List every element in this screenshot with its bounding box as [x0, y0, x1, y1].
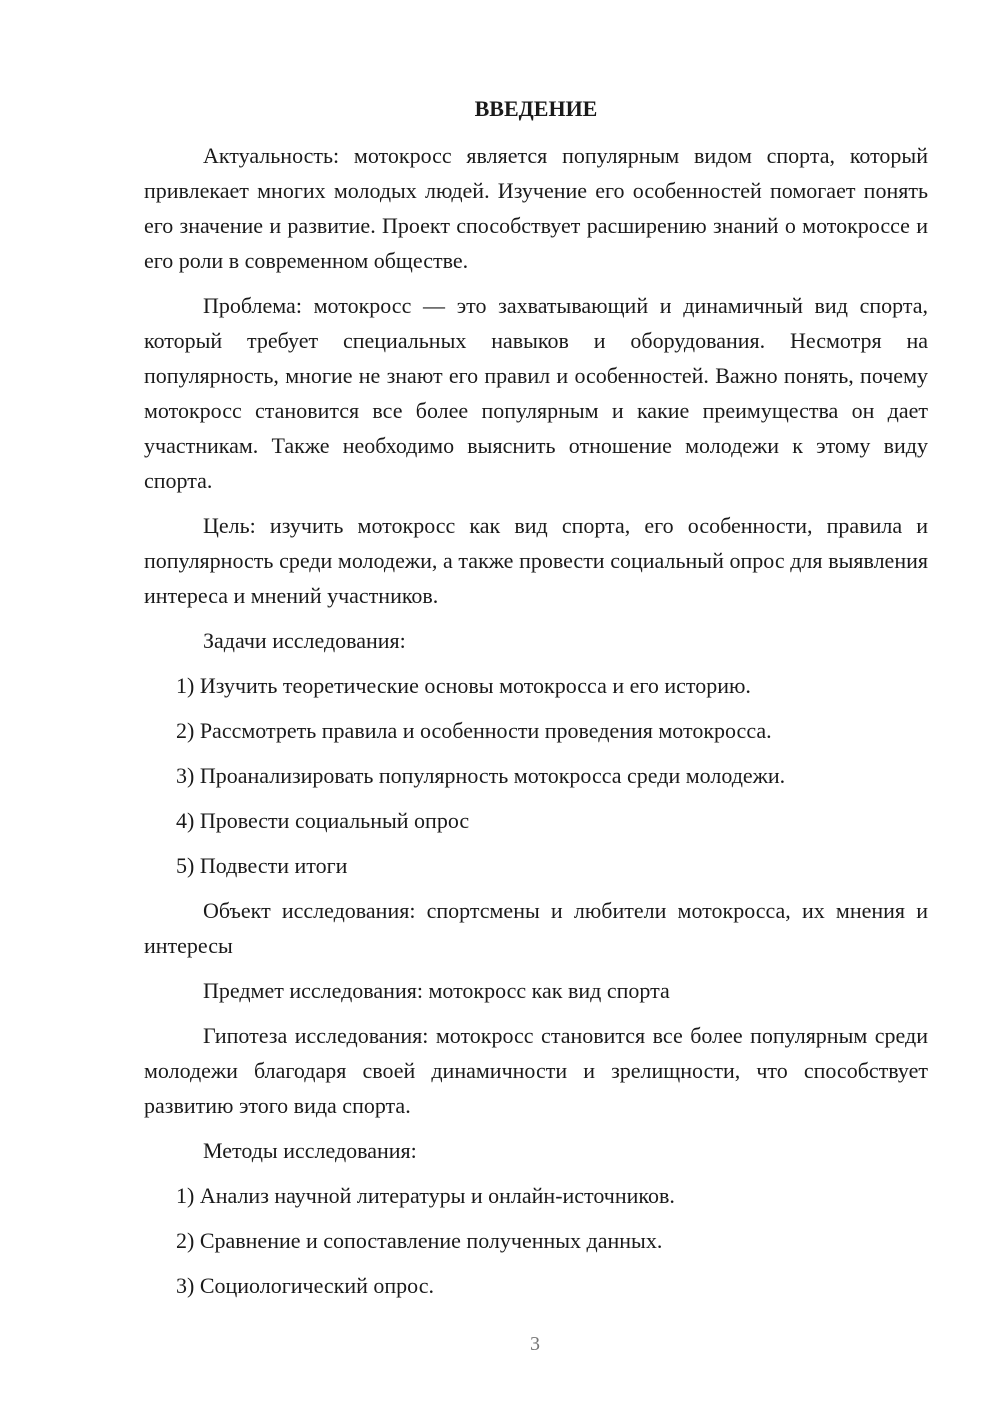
section-title: ВВЕДЕНИЕ: [474, 96, 598, 121]
list-item: 3) Проанализировать популярность мотокросса среди молодежи.: [176, 763, 786, 788]
list-item: 5) Подвести итоги: [176, 853, 348, 878]
tasks-label: Задачи исследования:: [203, 628, 406, 653]
list-item: 4) Провести социальный опрос: [176, 808, 470, 833]
subject-paragraph: Предмет исследования: мотокросс как вид спорта: [203, 978, 670, 1003]
list-item: 2) Сравнение и сопоставление полученных данных.: [176, 1228, 663, 1253]
tasks-list: [144, 668, 928, 883]
list-item: 3) Социологический опрос.: [176, 1273, 434, 1298]
problem-paragraph: Проблема: мотокросс — это захватывающий и динамичный вид спорта, который требует специальных навыков и оборудования. Несмотря на популярность, многие не знают его правил и особенностей. Важно понять, почему мотокросс становится все более популярным и какие преимущества он дает участникам. Также необходимо выяснить отношение молодежи к этому виду спорта.: [144, 293, 928, 493]
goal-paragraph: Цель: изучить мотокросс как вид спорта, его особенности, правила и популярность среди молодежи, а также провести социальный опрос для выявления интереса и мнений участников.: [144, 513, 928, 608]
list-item: 1) Изучить теоретические основы мотокросса и его историю.: [176, 673, 751, 698]
methods-list: [144, 1178, 928, 1303]
document-page: [144, 94, 928, 1313]
page-number: 3: [530, 1333, 540, 1355]
methods-label: Методы исследования:: [203, 1138, 417, 1163]
object-paragraph: Объект исследования: спортсмены и любители мотокросса, их мнения и интересы: [144, 898, 928, 958]
list-item: 2) Рассмотреть правила и особенности проведения мотокросса.: [176, 718, 772, 743]
hypothesis-paragraph: Гипотеза исследования: мотокросс становится все более популярным среди молодежи благодаря своей динамичности и зрелищности, что способствует развитию этого вида спорта.: [144, 1023, 928, 1118]
relevance-paragraph: Актуальность: мотокросс является популярным видом спорта, который привлекает многих молодых людей. Изучение его особенностей помогает понять его значение и развитие. Проект способствует расширению знаний о мотокроссе и его роли в современном обществе.: [144, 143, 928, 273]
list-item: 1) Анализ научной литературы и онлайн-источников.: [176, 1183, 675, 1208]
